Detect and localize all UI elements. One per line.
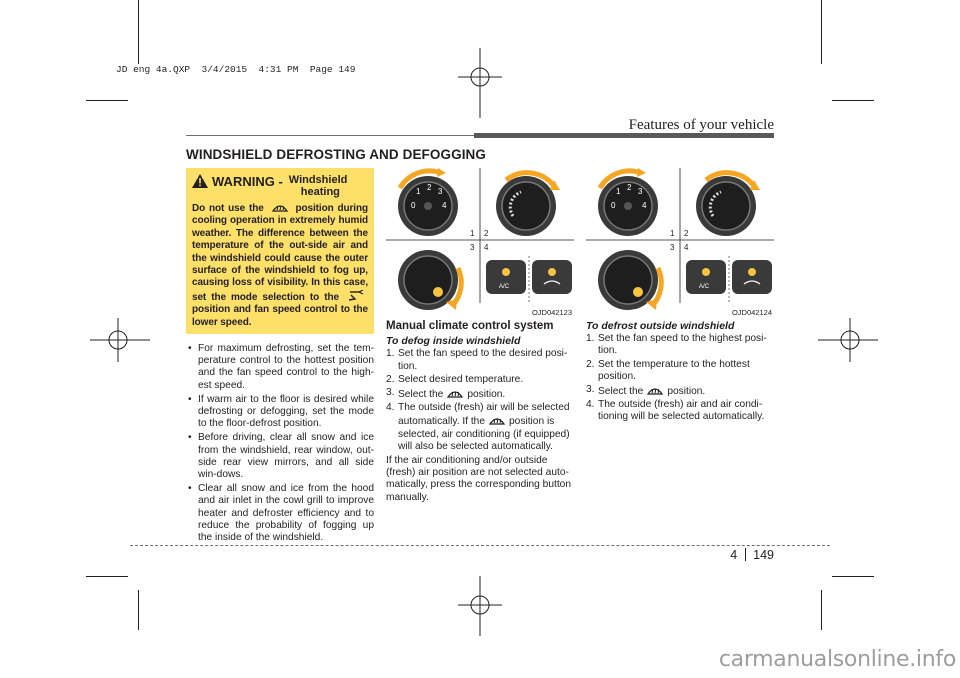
- warning-subject-line2: heating: [300, 186, 340, 198]
- list-item: [386, 387, 574, 401]
- quadrant-label: 3: [670, 243, 675, 252]
- list-item: [386, 348, 574, 372]
- warning-box: [186, 168, 374, 334]
- warning-subject: [289, 174, 348, 198]
- chapter-number: 4: [730, 548, 738, 562]
- step-text: Set the fan speed to the desired posi-tion.: [398, 348, 568, 372]
- step-number: 3.: [586, 384, 595, 396]
- climate-control-figure-1: [386, 168, 574, 318]
- list-item: [386, 402, 574, 453]
- crop-mark: [138, 590, 139, 630]
- crop-mark: [832, 576, 874, 577]
- list-item: • Clear all snow and ice from the hood and air inlet in the cowl grill to improve heater and defroster efficiency and to reduce the probability of fogging up the inside of the windshield.: [186, 483, 374, 544]
- list-item: [386, 374, 574, 386]
- quadrant-label: 1: [670, 229, 675, 238]
- list-item: • Before driving, clear all snow and ice from the windshield, rear window, out-side rear view mirrors, and all side win-dows.: [186, 432, 374, 481]
- step-text: position is selected, air conditioning (if equipped) will also be selected automatically.: [398, 416, 570, 452]
- dial-number: 4: [442, 201, 447, 210]
- list-item: [586, 333, 774, 357]
- crop-mark: [832, 100, 874, 101]
- section-title: WINDSHIELD DEFROSTING AND DEFOGGING: [186, 147, 486, 162]
- crop-mark: [86, 100, 128, 101]
- manual-note: If the air conditioning and/or outside (fresh) air position are not selected auto-matically, press the corresponding button manually.: [386, 455, 571, 503]
- warning-text-part1: Do not use the: [192, 203, 264, 214]
- figure-code: OJD042123: [531, 308, 572, 317]
- list-item: • For maximum defrosting, set the tem-perature control to the hottest position and the fan speed control to the high-est speed.: [186, 343, 374, 392]
- step-text: Select the: [598, 386, 644, 398]
- step-number: 3.: [386, 387, 395, 399]
- list-item: [586, 399, 774, 423]
- dial-number: 1: [616, 187, 621, 196]
- registration-crosshair-icon: [90, 318, 150, 362]
- defrost-steps: [586, 333, 774, 423]
- step-number: 4.: [386, 402, 395, 414]
- warning-text: [192, 201, 368, 329]
- footer-rule: [130, 545, 830, 546]
- quadrant-label: 2: [484, 229, 489, 238]
- crop-mark: [138, 0, 139, 64]
- warning-text-part3: position and fan speed control to the lower speed.: [192, 304, 368, 328]
- middle-column: [386, 320, 574, 504]
- dial-number: 2: [627, 183, 632, 192]
- manual-climate-heading: Manual climate control system: [386, 320, 554, 332]
- dial-number: 0: [611, 201, 616, 210]
- page-number-value: 149: [753, 548, 774, 562]
- tips-list: [186, 343, 374, 544]
- step-number: 2.: [586, 358, 595, 370]
- step-text: position.: [667, 386, 706, 398]
- left-column: [186, 343, 374, 546]
- defrost-icon: [446, 387, 464, 398]
- defog-heading: To defog inside windshield: [386, 335, 521, 348]
- list-item: • If warm air to the floor is desired while defrosting or defogging, set the mode to the floor-defrost position.: [186, 394, 374, 431]
- list-item: [586, 384, 774, 398]
- print-slug: JD eng 4a.QXP 3/4/2015 4:31 PM Page 149: [116, 64, 356, 75]
- defrost-icon: [488, 414, 506, 425]
- ac-button-label: A/C: [499, 284, 510, 290]
- running-header: Features of your vehicle: [628, 117, 774, 133]
- quadrant-label: 3: [470, 243, 475, 252]
- step-number: 2.: [386, 373, 395, 385]
- climate-panel-illustration: [386, 168, 574, 318]
- step-number: 1.: [586, 333, 595, 345]
- warning-label: WARNING -: [212, 174, 283, 189]
- step-text: position.: [467, 389, 506, 401]
- watermark: carmanualsonline.info: [718, 647, 956, 672]
- step-text: The outside (fresh) air will be selected automatically. If the: [398, 402, 570, 428]
- step-text: Select desired temperature.: [398, 373, 524, 385]
- ac-button-label: A/C: [699, 284, 710, 290]
- defrost-icon: [271, 201, 289, 212]
- dial-number: 2: [427, 183, 432, 192]
- dial-number: 4: [642, 201, 647, 210]
- page-number: [730, 548, 774, 562]
- step-number: 4.: [586, 399, 595, 411]
- step-text: Set the temperature to the hottest position.: [598, 358, 750, 382]
- dial-number: 3: [638, 187, 643, 196]
- step-number: 1.: [386, 348, 395, 360]
- crop-mark: [86, 576, 128, 577]
- defrost-heading: To defrost outside windshield: [586, 320, 735, 332]
- page-divider: [745, 548, 746, 561]
- quadrant-label: 4: [684, 243, 689, 252]
- registration-crosshair-icon: [458, 48, 502, 118]
- defog-steps: [386, 348, 574, 453]
- defrost-icon: [646, 384, 664, 395]
- crop-mark: [821, 0, 822, 64]
- step-text: Set the fan speed to the highest posi-tion.: [598, 333, 767, 357]
- quadrant-label: 2: [684, 229, 689, 238]
- climate-panel-illustration: [586, 168, 774, 318]
- warning-triangle-icon: [192, 174, 208, 188]
- quadrant-label: 4: [484, 243, 489, 252]
- registration-crosshair-icon: [458, 576, 502, 636]
- floor-defrost-icon: [347, 290, 365, 301]
- warning-text-part2: position during cooling operation in extremely humid weather. The difference between the temperature of the out-side air and the windshield could cause the outer surface of the windshield to fog up, causing loss of visibility. In this case, set the mode selection to the: [192, 203, 368, 303]
- registration-crosshair-icon: [818, 318, 878, 362]
- dial-number: 3: [438, 187, 443, 196]
- step-text: Select the: [398, 389, 444, 401]
- dial-number: 0: [411, 201, 416, 210]
- right-column: [586, 320, 774, 425]
- figure-code: OJD042124: [731, 308, 772, 317]
- step-text: The outside (fresh) air and air condi-tioning will be selected automatically.: [598, 399, 765, 423]
- climate-control-figure-2: [586, 168, 774, 318]
- warning-subject-line1: Windshield: [288, 174, 348, 186]
- crop-mark: [821, 590, 822, 630]
- list-item: [586, 359, 774, 383]
- header-rule-accent: [474, 133, 774, 138]
- quadrant-label: 1: [470, 229, 475, 238]
- dial-number: 1: [416, 187, 421, 196]
